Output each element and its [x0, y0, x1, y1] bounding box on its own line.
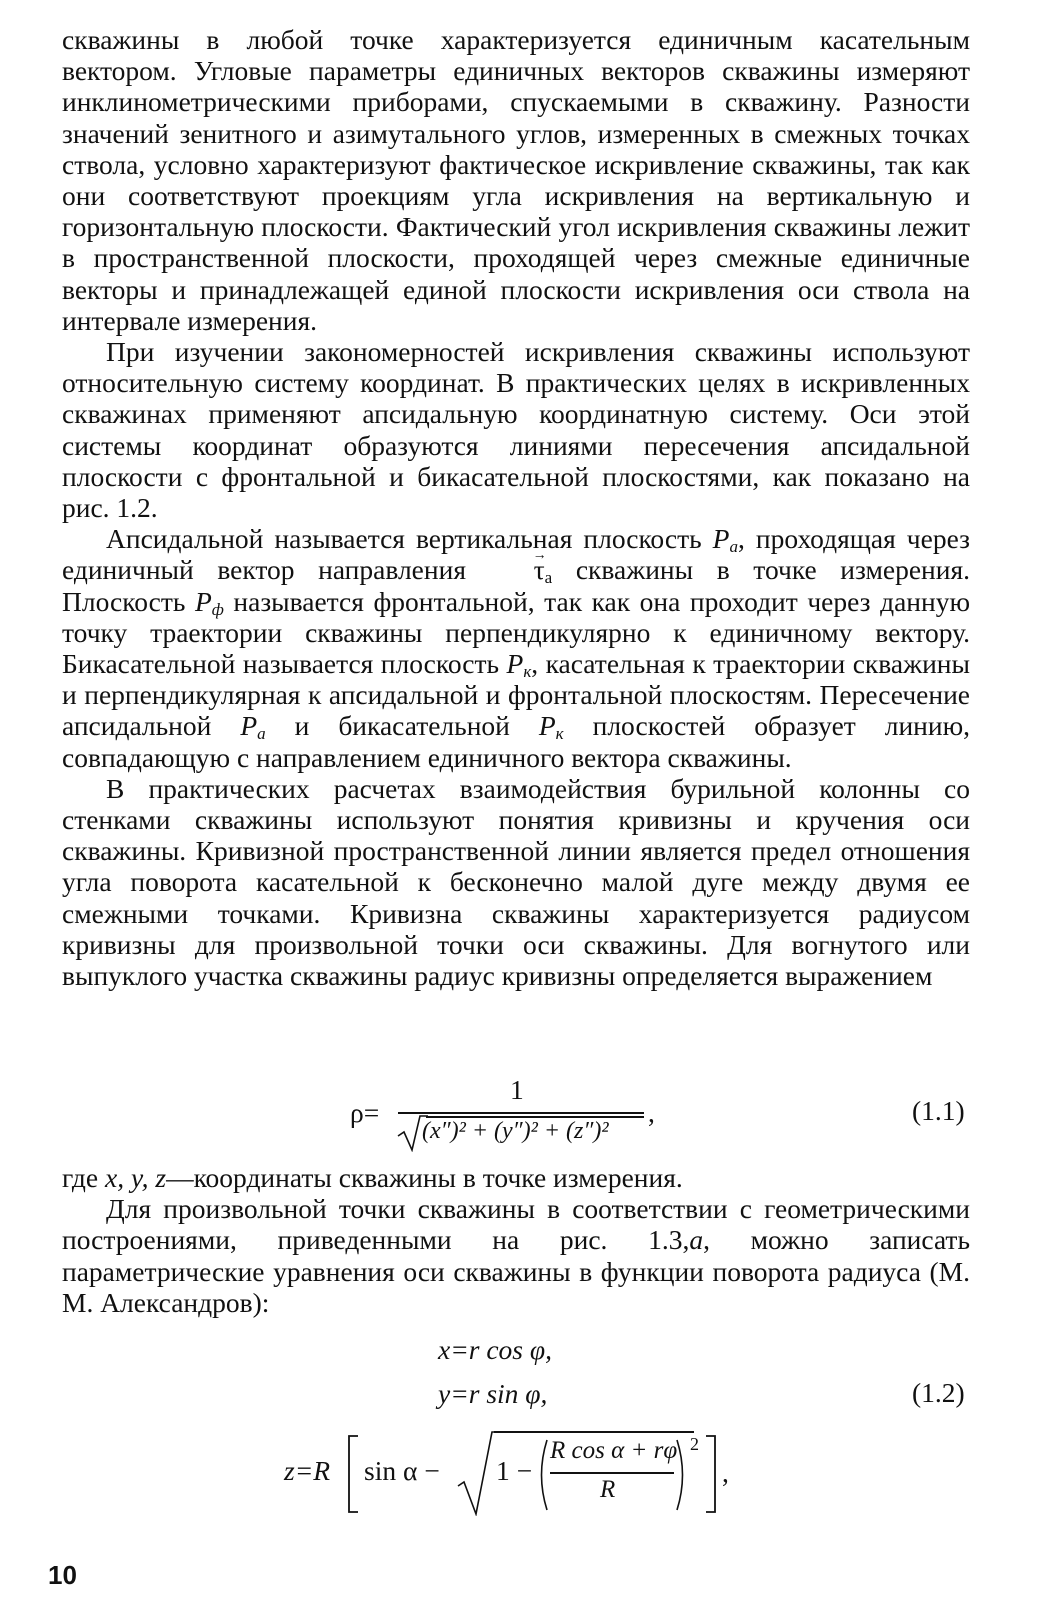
body-text-2 [62, 1162, 970, 1318]
eq2-comma: , [722, 1457, 729, 1488]
paragraph-4: В практических расчетах взаимодействия бурильной колонны со стенками скважины используют понятия кривизны и кручения оси скважины. Кривизной пространственной линии является предел отношения угла поворота касательной к бесконечно малой дуге между двумя ее смежными точками. Кривизна скважины характеризуется радиусом кривизны для произвольной точки оси скважины. Для вогнутого или выпуклого участка скважины радиус кривизны определяется выражением [62, 772, 970, 992]
eq2-left-bracket [346, 1434, 360, 1514]
p3-text-4: называется фронтальной, так как она проходит через данную точку траектории скважины перпендикулярно к единичному вектору. Бикасательной называется плоскость [62, 585, 970, 680]
symbol-p-k: $P_к$ [506, 648, 532, 681]
paragraph-1: скважины в любой точке характеризуется единичным касательным вектором. Угловые параметры единичных векторов скважины измеряют инклинометрическими приборами, спускаемыми в скважину. Разности значений зенитного и азимутального углов, измеренных в смежных точках ствола, условно характеризуют фактическое искривление скважины, так как они соответствуют проекциям угла искривления на вертикальную и горизонтальную плоскости. Фактический угол искривления скважины лежит в пространственной плоскости, проходящей через смежные единичные векторы и принадлежащей единой плоскости искривления оси ствола на интервале измерения. [62, 24, 970, 336]
eq2-right-paren [674, 1438, 690, 1512]
eq2-power: 2 [690, 1434, 699, 1454]
paragraph-5: где x, y, z—координаты скважины в точке измерения. [62, 1162, 683, 1193]
symbol-tau-a: → $\tau_а$ [490, 554, 553, 585]
eq1-comma: , [648, 1097, 655, 1128]
paragraph-6: Для произвольной точки скважины в соответствии с геометрическими построениями, приведенными на рис. 1.3,а, можно записать параметрические уравнения оси скважины в функции поворота радиуса (М. М. Александров): [62, 1193, 970, 1318]
symbol-p-a: $P_а$ [712, 523, 738, 556]
p3-text-1: Апсидальной называется вертикальная плоскость [106, 523, 702, 555]
eq2-sqrt-sign [456, 1430, 496, 1516]
body-text [62, 24, 970, 991]
p3-text-2: , проходящая через единичный вектор направления [62, 523, 971, 586]
equation-1-1 [350, 1074, 970, 1156]
paragraph-2: При изучении закономерностей искривления скважины используют относительную систему координат. В практических целях в искривленных скважинах применяют апсидальную координатную систему. Оси этой системы координат образуются линиями пересечения апсидальной плоскости с фронтальной и бикасательной плоскостями, как показано на рис. 1.2. [62, 336, 970, 524]
eq2-right-bracket [704, 1434, 718, 1514]
eq2-line-1: x=r cos φ, [438, 1334, 552, 1365]
p3-text-5: , касательная к траектории скважины и перпендикулярная к апсидальной и фронтальной плоскостям. Пересечение апсидальной [62, 648, 970, 742]
p3-text-3: скважины в точке измерения. Плоскость [62, 554, 971, 617]
eq2-frac-den: R [600, 1476, 616, 1503]
eq2-sin-part: sin α − [364, 1455, 440, 1486]
eq2-one-minus: 1 − [496, 1455, 533, 1486]
eq2-number: (1.2) [912, 1377, 965, 1408]
eq2-line-2: y=r sin φ, [438, 1378, 548, 1409]
symbol-p-f: $P_ф$ [194, 585, 224, 619]
eq1-number: (1.1) [912, 1095, 965, 1126]
fig-letter: а [689, 1224, 704, 1256]
eq2-left-paren [534, 1438, 550, 1512]
eq1-numerator: 1 [510, 1074, 524, 1105]
eq1-denominator: (x″)² + (y″)² + (z″)² [422, 1118, 609, 1144]
eq2-z-lhs: z=R [284, 1455, 331, 1486]
eq2-line-3 [284, 1420, 744, 1530]
eq2-sqrt-bar [494, 1431, 694, 1433]
symbol-p-a-2: $P_а$ [240, 710, 266, 744]
coordinate-vars: x, y, z [104, 1162, 167, 1193]
paragraph-3 [62, 523, 970, 773]
eq2-frac-num: R cos α + rφ [550, 1437, 678, 1464]
eq1-lhs: ρ= [350, 1097, 380, 1128]
symbol-p-k-2: $P_к$ [538, 710, 564, 744]
page-number: 10 [48, 1560, 77, 1590]
p3-text-7: плоскостей образует линию, совпадающую с направлением единичного вектора скважины. [62, 710, 971, 773]
eq1-fraction-bar [398, 1112, 644, 1114]
eq2-frac-bar [550, 1472, 674, 1474]
p3-text-6: и бикасательной [294, 710, 510, 742]
